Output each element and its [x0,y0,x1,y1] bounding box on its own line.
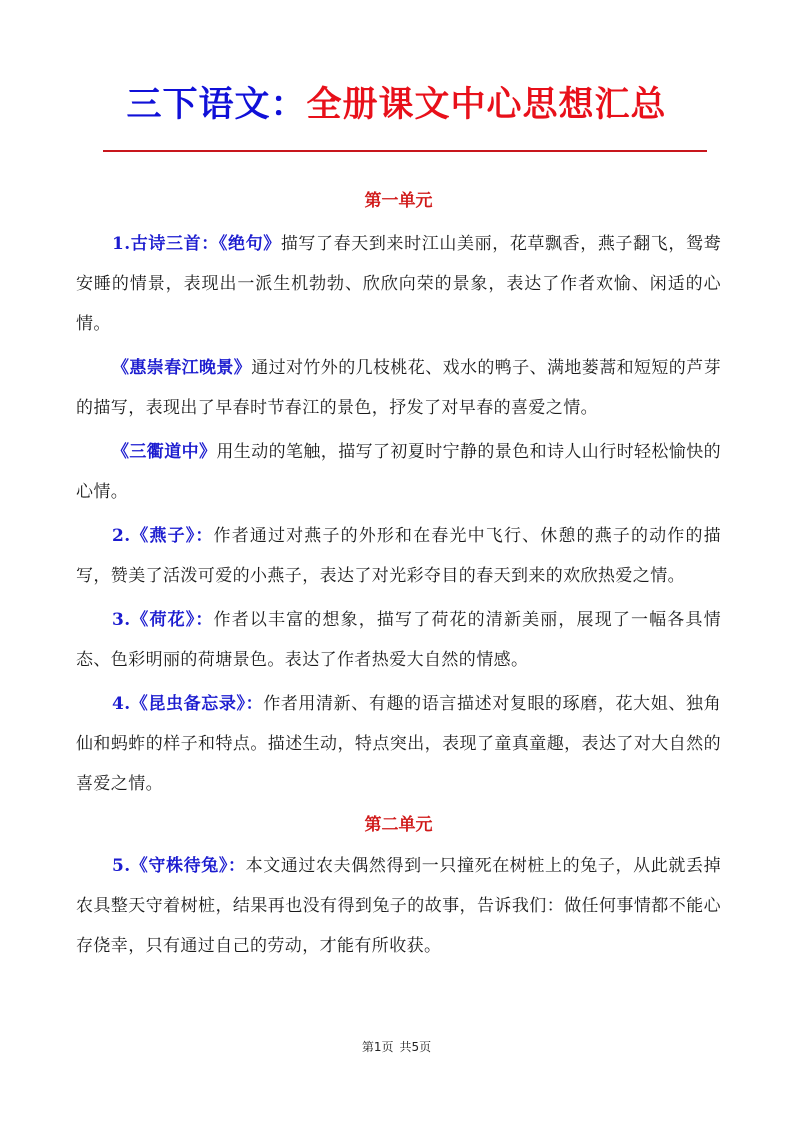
page-title-prefix: 三下语文： [126,85,307,125]
lesson-label: 《惠崇春江晚景》 [112,358,252,378]
lesson-text: 作者通过对燕子的外形和在春光中飞行、休憩的燕子的动作的描写，赞美了活泼可爱的小燕子，表达了对光彩夺目的春天到来的欢欣热爱之情。 [76,526,721,586]
lesson-text: 作者用清新、有趣的语言描述对复眼的琢磨，花大姐、独角仙和蚂蚱的样子和特点。描述生动，特点突出，表现了童真童趣，表达了对大自然的喜爱之情。 [76,694,722,794]
lesson-paragraph [76,600,721,680]
document-body [76,184,721,966]
page-number-current: 第1页 [361,1040,394,1054]
lesson-text: 用生动的笔触，描写了初夏时宁静的景色和诗人山行时轻松愉快的心情。 [76,442,722,502]
lesson-label: 4.《昆虫备忘录》： [112,694,264,714]
lesson-text: 通过对竹外的几枝桃花、戏水的鸭子、满地蒌蒿和短短的芦芽的描写，表现出了早春时节春江的景色，抒发了对早春的喜爱之情。 [76,358,722,418]
lesson-text: 本文通过农夫偶然得到一只撞死在树桩上的兔子，从此就丢掉农具整天守着树桩，结果再也没有得到兔子的故事，告诉我们：做任何事情都不能心存侥幸，只有通过自己的劳动，才能有所收获。 [76,856,721,956]
unit-heading: 第一单元 [364,191,433,211]
lesson-label: 5.《守株待兔》： [112,856,246,876]
title-divider [103,150,707,152]
lesson-label: 2.《燕子》： [112,526,214,546]
lesson-text: 作者以丰富的想象，描写了荷花的清新美丽，展现了一幅各具情态、色彩明丽的荷塘景色。表达了作者热爱大自然的情感。 [76,610,721,670]
page-title [0,80,793,130]
page-footer [0,1038,793,1055]
page-title-main: 全册课文中心思想汇总 [306,85,667,125]
lesson-paragraph [76,516,721,596]
lesson-paragraph [76,846,721,966]
lesson-label: 1.古诗三首：《绝句》 [112,234,281,254]
page-number-total: 共5页 [399,1040,432,1054]
lesson-paragraph [76,684,721,804]
lesson-text: 描写了春天到来时江山美丽，花草飘香，燕子翻飞，鸳鸯安睡的情景，表现出一派生机勃勃、欣欣向荣的景象，表达了作者欢愉、闲适的心情。 [76,234,721,334]
lesson-label: 3.《荷花》： [112,610,214,630]
lesson-label: 《三衢道中》 [112,442,217,462]
lesson-paragraph [76,432,721,512]
lesson-paragraph [76,224,721,344]
unit-heading: 第二单元 [364,815,433,835]
lesson-paragraph [76,348,721,428]
